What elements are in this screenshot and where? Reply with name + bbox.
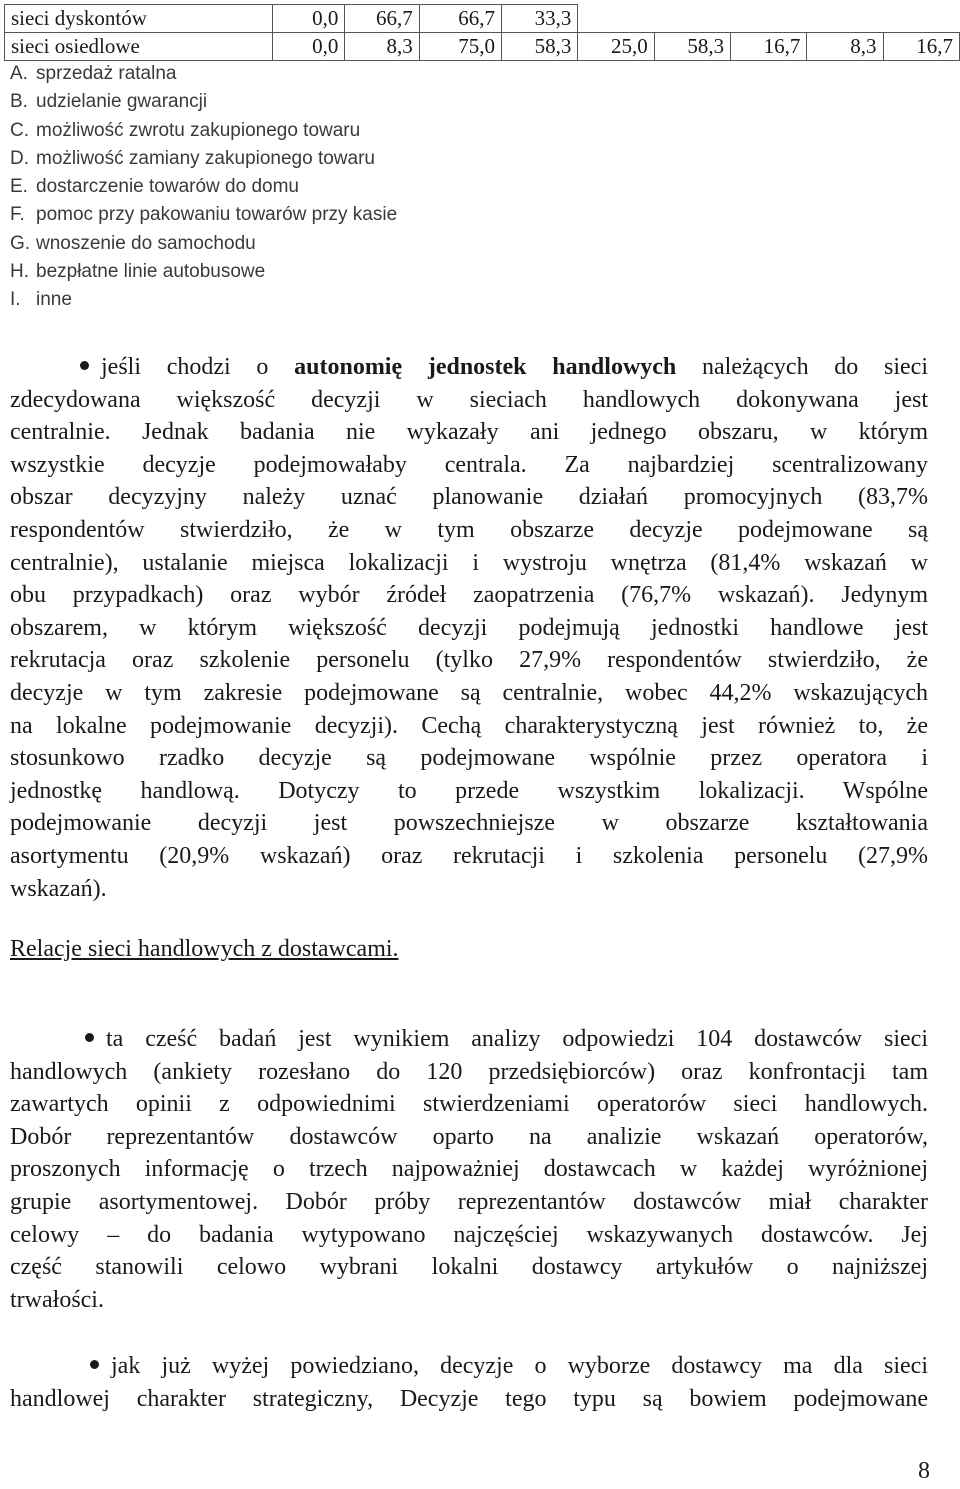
table-row (5, 33, 960, 61)
bullet-icon (90, 1360, 99, 1369)
paragraph-line: asortymentu (20,9% wskazań) oraz rekrutacji i szkolenia personelu (27,9% (10, 842, 928, 869)
table-cell: 58,3 (654, 33, 730, 61)
legend-key: F. (10, 204, 25, 226)
row-label: sieci osiedlowe (5, 33, 273, 61)
legend-key: A. (10, 63, 28, 84)
row-label: sieci dyskontów (5, 5, 273, 33)
legend-key: I. (10, 289, 21, 311)
table-row (5, 5, 960, 33)
table-cell (807, 5, 883, 33)
legend-item (10, 117, 397, 145)
table-cell: 8,3 (807, 33, 883, 61)
bullet-icon (85, 1033, 94, 1042)
legend-key: B. (10, 91, 28, 113)
paragraph-line: obszar decyzyjny należy uznać planowanie działań promocyjnych (83,7% (10, 484, 928, 511)
paragraph-line: celowy – do badania wytypowano najczęściej wskazywanych dostawców. Jej (10, 1221, 928, 1248)
paragraph-line: na lokalne podejmowanie decyzji). Cechą charakterystyczną jest również to, że (10, 712, 928, 739)
legend-key: G. (10, 232, 31, 254)
paragraph-line: zdecydowana większość decyzji w sieciach handlowych dokonywana jest (10, 386, 928, 413)
text-run: jeśli chodzi o (101, 354, 295, 380)
paragraph-suppliers (10, 1023, 928, 1316)
legend-text: możliwość zwrotu zakupionego towaru (36, 119, 361, 141)
paragraph-line: handlowych (ankiety rozesłano do 120 przedsiębiorców) oraz konfrontacji tam (10, 1058, 928, 1085)
paragraph-line: trwałości. (10, 1286, 104, 1313)
legend-key: H. (10, 261, 29, 283)
paragraph-line: podejmowanie decyzji jest powszechniejsze w obszarze kształtowania (10, 810, 928, 837)
paragraph-line: handlowej charakter strategiczny, Decyzje tego typu są bowiem podejmowane (10, 1385, 928, 1412)
paragraph-line: decyzje w tym zakresie podejmowane są centralnie, wobec 44,2% wskazujących (10, 679, 928, 706)
legend-item (10, 230, 397, 258)
paragraph-line: grupie asortymentowej. Dobór próby reprezentantów dostawców miał charakter (10, 1188, 928, 1215)
legend-text: bezpłatne linie autobusowe (36, 261, 266, 283)
paragraph-line: obszarem, w którym większość decyzji podejmują jednostki handlowe jest (10, 614, 928, 641)
table-cell: 25,0 (578, 33, 654, 61)
table-cell: 66,7 (345, 5, 419, 33)
paragraph-line: centralnie. Jednak badania nie wykazały ani jednego obszaru, w którym (10, 419, 928, 446)
legend-key: D. (10, 147, 29, 169)
text-run: jak już wyżej powiedziano, decyzje o wyborze dostawcy ma dla sieci (111, 1353, 928, 1379)
table-cell (654, 5, 730, 33)
paragraph-line: Dobór reprezentantów dostawców oparto na analizie wskazań operatorów, (10, 1123, 928, 1150)
legend-text: udzielanie gwarancji (36, 91, 208, 113)
bold-text: autonomię jednostek handlowych (294, 354, 677, 380)
legend-text: możliwość zamiany zakupionego towaru (36, 147, 375, 169)
legend-text: inne (36, 289, 72, 311)
table-cell (578, 5, 654, 33)
table-cell (731, 5, 807, 33)
paragraph-line (10, 351, 928, 384)
paragraph-line: część stanowili celowo wybrani lokalni dostawcy artykułów o najniższej (10, 1254, 928, 1281)
table-cell: 58,3 (501, 33, 577, 61)
paragraph-line: proszonych informację o trzech najpoważniej dostawcach w każdej wyróżnionej (10, 1156, 928, 1183)
table-legend (10, 60, 397, 315)
legend-item (10, 286, 397, 314)
legend-text: sprzedaż ratalna (36, 63, 177, 84)
legend-item (10, 88, 397, 116)
paragraph-line (10, 1350, 928, 1383)
table-cell: 16,7 (731, 33, 807, 61)
table-cell: 0,0 (273, 5, 345, 33)
page-number: 8 (918, 1458, 930, 1484)
table-cell: 75,0 (419, 33, 501, 61)
table-cell: 33,3 (501, 5, 577, 33)
paragraph-line: zawartych opinii z odpowiednimi stwierdzeniami operatorów sieci handlowych. (10, 1091, 928, 1118)
legend-item (10, 145, 397, 173)
paragraph-line: obu przypadkach) oraz wybór źródeł zaopatrzenia (76,7% wskazań). Jedynym (10, 582, 928, 609)
legend-text: wnoszenie do samochodu (36, 232, 256, 254)
text-run: należących do sieci (676, 354, 928, 380)
table-cell: 0,0 (273, 33, 345, 61)
text-run: ta cześć badań jest wynikiem analizy odpowiedzi 104 dostawców sieci (106, 1026, 928, 1052)
table-cell: 8,3 (345, 33, 419, 61)
section-heading: Relacje sieci handlowych z dostawcami. (10, 936, 399, 962)
paragraph-line: wskazań). (10, 875, 107, 902)
paragraph-line: jednostkę handlową. Dotyczy to przede wszystkim lokalizacji. Wspólne (10, 777, 928, 804)
legend-item (10, 201, 397, 229)
legend-key: E. (10, 176, 28, 198)
paragraph-line: wszystkie decyzje podejmowałaby centrala. Za najbardziej scentralizowany (10, 451, 928, 478)
legend-item (10, 258, 397, 286)
paragraph-line: centralnie), ustalanie miejsca lokalizacji i wystroju wnętrza (81,4% wskazań w (10, 549, 928, 576)
paragraph-line: stosunkowo rzadko decyzje są podejmowane wspólnie przez operatora i (10, 745, 928, 772)
paragraph-line: rekrutacja oraz szkolenie personelu (tylko 27,9% respondentów stwierdziło, że (10, 647, 928, 674)
bullet-icon (80, 361, 89, 370)
legend-text: dostarczenie towarów do domu (36, 176, 299, 198)
data-table (4, 4, 960, 61)
legend-text: pomoc przy pakowaniu towarów przy kasie (36, 204, 398, 226)
paragraph-strategy (10, 1350, 928, 1415)
legend-item (10, 173, 397, 201)
legend-item (10, 60, 397, 88)
legend-key: C. (10, 119, 29, 141)
table-cell: 66,7 (419, 5, 501, 33)
table-cell (883, 5, 959, 33)
paragraph-line: respondentów stwierdziło, że w tym obszarze decyzje podejmowane są (10, 516, 928, 543)
paragraph-line (10, 1023, 928, 1056)
paragraph-autonomy (10, 351, 928, 905)
table-cell: 16,7 (883, 33, 959, 61)
